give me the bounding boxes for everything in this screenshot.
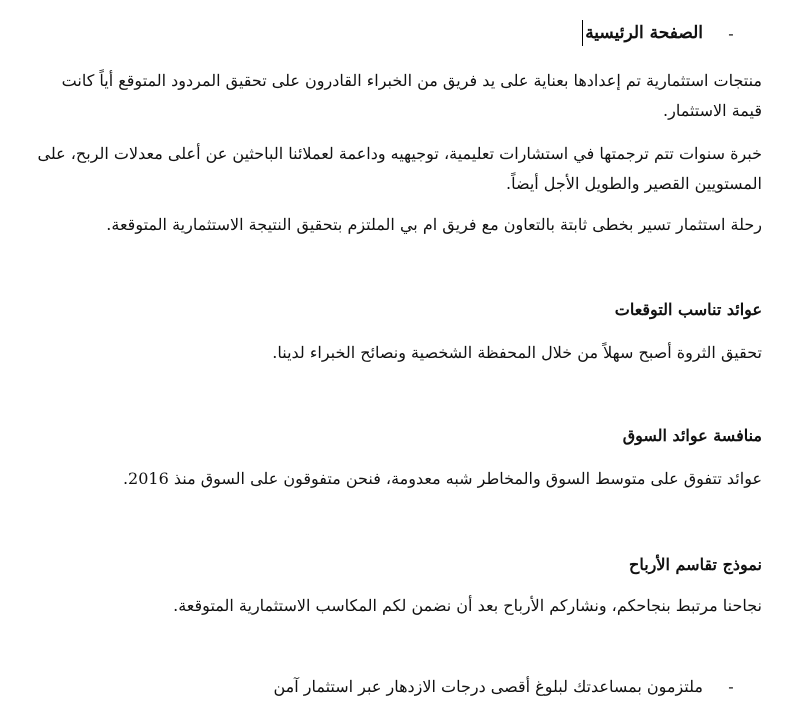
intro-paragraph-3: رحلة استثمار تسير بخطى ثابتة بالتعاون مع فريق ام بي الملتزم بتحقيق النتيجة الاستثمارية المتوقعة.	[106, 215, 762, 234]
list-bullet: -	[728, 677, 734, 696]
text-cursor	[582, 20, 583, 46]
commitment-list-item	[273, 677, 745, 696]
section-heading-profit-sharing: نموذج تقاسم الأرباح	[629, 555, 762, 574]
section-body-profit-sharing: نجاحنا مرتبط بنجاحكم، ونشاركم الأرباح بعد أن نضمن لكم المكاسب الاستثمارية المتوقعة.	[173, 596, 762, 615]
section-body-expected-returns: تحقيق الثروة أصبح سهلاً من خلال المحفظة الشخصية ونصائح الخبراء لدينا.	[272, 343, 762, 362]
intro-paragraph-2: خبرة سنوات تتم ترجمتها في استشارات تعليمية، توجيهيه وداعمة لعملائنا الباحثين عن أعلى معدلات الربح، على المستويين القصير والطويل الأجل أيضاً.	[37, 144, 762, 193]
intro-paragraph-1: منتجات استثمارية تم إعدادها بعناية على يد فريق من الخبراء القادرون على تحقيق المردود المتوقع أياً كانت قيمة الاستثمار.	[61, 71, 762, 120]
list-bullet: -	[728, 23, 734, 43]
title-list-item	[582, 20, 745, 46]
commitment-text: ملتزمون بمساعدتك لبلوغ أقصى درجات الازدهار عبر استثمار آمن	[273, 677, 703, 696]
section-body-market-competition: عوائد تتفوق على متوسط السوق والمخاطر شبه معدومة، فنحن متفوقون على السوق منذ 2016.	[122, 469, 762, 488]
page-title: الصفحة الرئيسية	[585, 23, 703, 43]
section-heading-market-competition: منافسة عوائد السوق	[622, 426, 762, 445]
section-heading-expected-returns: عوائد تناسب التوقعات	[614, 300, 762, 319]
